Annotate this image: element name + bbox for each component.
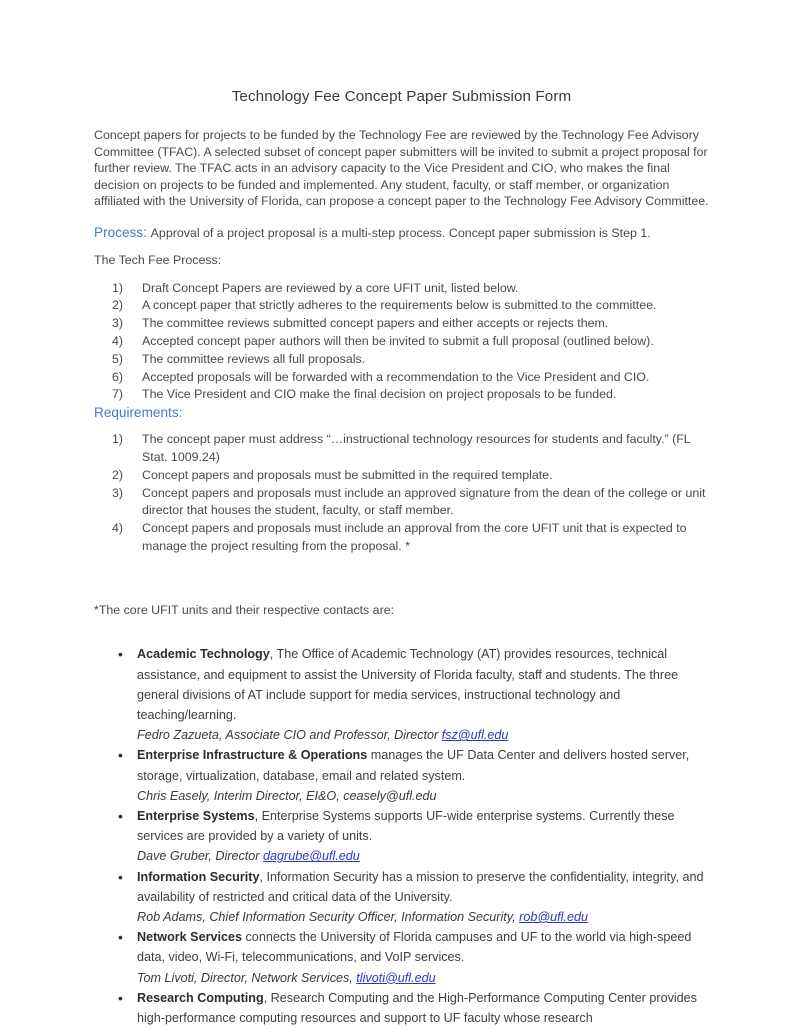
unit-name: Enterprise Infrastructure & Operations	[137, 748, 368, 763]
unit-description: connects the University of Florida campuses and UF to the world via high-speed data, video, Wi-Fi, telecommunications, and VoIP services.	[137, 930, 692, 965]
list-item	[94, 927, 709, 988]
list-item-text: The committee reviews all full proposals.	[142, 351, 366, 366]
list-item	[94, 988, 709, 1028]
unit-contact: Fedro Zazueta, Associate CIO and Professor, Director	[137, 728, 442, 743]
unit-contact-email-link[interactable]: tlivoti@ufl.edu	[356, 970, 436, 985]
bullet-icon: •	[118, 868, 123, 885]
unit-contact-email-link[interactable]: rob@ufl.edu	[519, 909, 588, 924]
list-item-text: The concept paper must address “…instructional technology resources for students and faculty.” (FL Stat. 1009.24)	[142, 432, 691, 464]
page-title: Technology Fee Concept Paper Submission Form	[231, 88, 572, 105]
unit-contact-email-link[interactable]: dagrube@ufl.edu	[262, 849, 360, 864]
unit-description: , Research Computing and the High-Performance Computing Center provides high-performance computing resources and support to UF faculty whose research	[137, 990, 697, 1025]
list-item	[94, 806, 709, 867]
list-item	[94, 280, 709, 298]
list-item-text: Concept papers and proposals must include an approved signature from the dean of the college or unit director that houses the student, faculty, or staff member.	[142, 485, 706, 518]
list-item	[94, 867, 709, 928]
list-item	[94, 467, 709, 485]
list-item	[94, 745, 709, 806]
unit-name: Information Security	[137, 869, 260, 884]
unit-contact: Dave Gruber, Director	[137, 849, 263, 864]
list-marker: 3)	[112, 316, 124, 331]
bullet-icon: •	[118, 646, 123, 663]
unit-name: Academic Technology	[137, 647, 270, 662]
list-item	[94, 315, 709, 333]
unit-description: manages the UF Data Center and delivers hosted server, storage, virtualization, database, email and related system.	[137, 748, 690, 783]
unit-description: , The Office of Academic Technology (AT) provides resources, technical assistance, and equipment to assist the University of Florida faculty, staff and students. The three general divisions of AT include support for media services, instructional technology and teaching/learning.	[137, 647, 679, 722]
units-footnote-lead: *The core UFIT units and their respective contacts are:	[94, 602, 395, 617]
process-heading	[94, 224, 709, 242]
bullet-icon: •	[118, 747, 123, 764]
list-item-text: Accepted concept paper authors will then be invited to submit a full proposal (outlined below).	[142, 333, 654, 348]
list-marker: 6)	[112, 369, 124, 384]
list-item	[94, 297, 709, 315]
bullet-icon: •	[118, 989, 123, 1006]
list-marker: 2)	[112, 298, 124, 313]
unit-contact-email-link[interactable]: fsz@ufl.edu	[441, 728, 509, 743]
process-heading-label: Process:	[94, 224, 147, 240]
ufit-units-list	[94, 644, 709, 1028]
list-marker: 5)	[112, 351, 124, 366]
unit-name: Network Services	[137, 930, 243, 945]
process-lead-line: The Tech Fee Process:	[94, 252, 222, 267]
list-item	[94, 644, 709, 745]
unit-description: , Enterprise Systems supports UF-wide enterprise systems. Currently these services are provided by a variety of units.	[137, 808, 675, 844]
list-item-text: Concept papers and proposals must be submitted in the required template.	[142, 467, 553, 482]
unit-description: , Information Security has a mission to preserve the confidentiality, integrity, and availability of restricted and critical data of the University.	[137, 869, 704, 904]
list-item	[94, 351, 709, 369]
list-item-text: A concept paper that strictly adheres to the requirements below is submitted to the committee.	[142, 298, 657, 313]
intro-paragraph: Concept papers for projects to be funded by the Technology Fee are reviewed by the Technology Fee Advisory Committee (TFAC). A selected subset of concept paper submitters will be invited to submit a project proposal for further review. The TFAC acts in an advisory capacity to the Vice President and CIO, who makes the final decision on projects to be funded and implemented. Any student, faculty, or staff member, or organization affiliated with the University of Florida, can propose a concept paper to the Technology Fee Advisory Committee.	[94, 128, 709, 209]
unit-contact: Rob Adams, Chief Information Security Officer, Information Security,	[137, 909, 520, 924]
unit-contact: Tom Livoti, Director, Network Services,	[137, 970, 357, 985]
list-item-text: The committee reviews submitted concept papers and either accepts or rejects them.	[142, 316, 609, 331]
list-item	[94, 485, 709, 521]
list-item-text: Accepted proposals will be forwarded with a recommendation to the Vice President and CIO.	[142, 369, 650, 384]
list-item-text: Draft Concept Papers are reviewed by a core UFIT unit, listed below.	[142, 280, 519, 295]
list-marker: 3)	[112, 485, 124, 500]
list-item-text: Concept papers and proposals must include an approval from the core UFIT unit that is expected to manage the project resulting from the proposal. *	[142, 521, 687, 553]
requirements-heading-label: Requirements:	[94, 405, 183, 421]
process-heading-subtext: Approval of a project proposal is a multi-step process. Concept paper submission is Step 1.	[150, 225, 651, 240]
list-marker: 1)	[112, 280, 124, 295]
list-item	[94, 431, 709, 467]
requirements-list	[94, 431, 709, 556]
list-item	[94, 369, 709, 387]
list-marker: 2)	[112, 467, 124, 482]
list-marker: 4)	[112, 521, 124, 536]
process-list	[94, 280, 709, 405]
requirements-heading	[94, 404, 709, 421]
bullet-icon: •	[118, 807, 123, 824]
bullet-icon: •	[118, 929, 123, 946]
unit-contact: Chris Easely, Interim Director, EI&O, ceasely@ufl.edu	[137, 788, 437, 803]
list-marker: 7)	[112, 387, 124, 402]
list-marker: 4)	[112, 333, 124, 348]
list-item	[94, 520, 709, 556]
unit-name: Enterprise Systems	[137, 808, 255, 823]
list-item	[94, 333, 709, 351]
list-item	[94, 386, 709, 404]
list-marker: 1)	[112, 432, 124, 447]
unit-name: Research Computing	[137, 990, 264, 1005]
list-item-text: The Vice President and CIO make the final decision on project proposals to be funded.	[142, 387, 617, 402]
